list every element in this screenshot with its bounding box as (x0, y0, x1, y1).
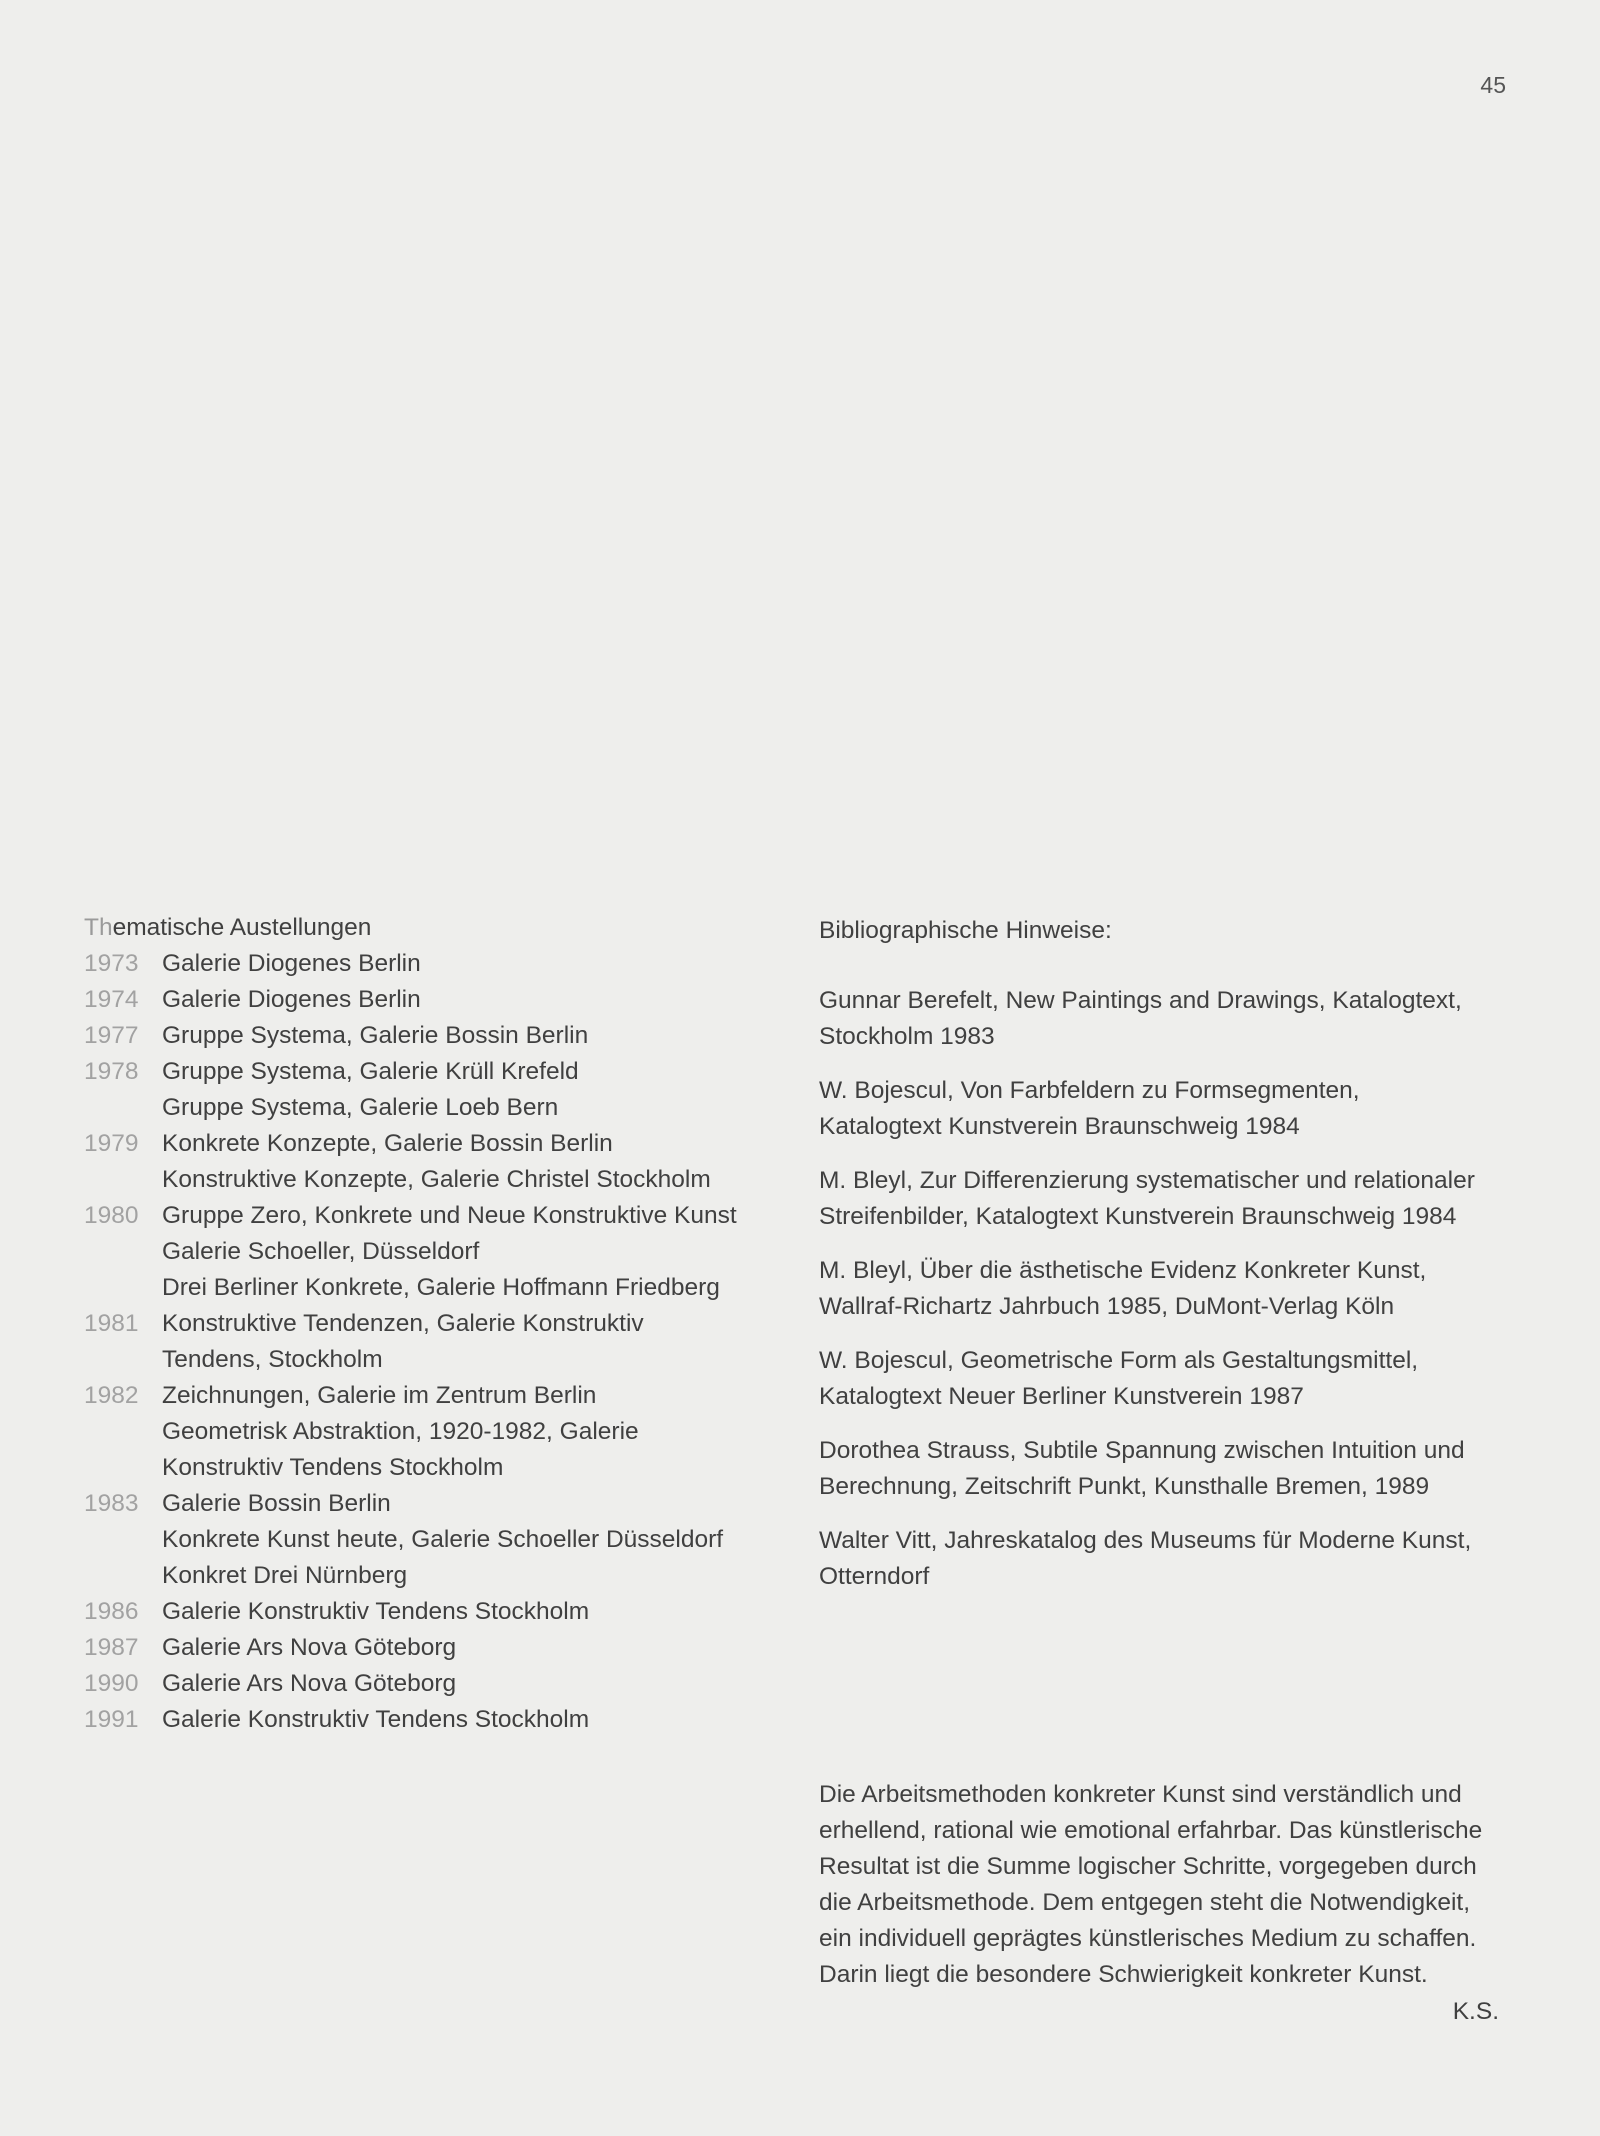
exhibition-row (84, 1162, 784, 1198)
exhibition-text: Galerie Ars Nova Göteborg (162, 1634, 457, 1661)
bibliography-line: Katalogtext Neuer Berliner Kunstverein 1987 (819, 1383, 1304, 1410)
exhibition-text: Galerie Diogenes Berlin (162, 986, 421, 1013)
closing-line: die Arbeitsmethode. Dem entgegen steht die Notwendigkeit, (819, 1889, 1471, 1916)
bibliography-entry (819, 1523, 1519, 1595)
exhibition-year: 1987 (84, 1634, 139, 1661)
bibliography-line: Wallraf-Richartz Jahrbuch 1985, DuMont-Verlag Köln (819, 1293, 1395, 1320)
bibliography-entry (819, 1163, 1519, 1235)
exhibition-year: 1973 (84, 950, 139, 977)
bibliography-entry (819, 1073, 1519, 1145)
exhibition-row (84, 1522, 784, 1558)
exhibition-year (84, 1270, 162, 1306)
bibliography-heading: Bibliographische Hinweise: (819, 917, 1112, 944)
exhibition-text: Konstruktive Konzepte, Galerie Christel Stockholm (162, 1166, 711, 1193)
bibliography-line: W. Bojescul, Geometrische Form als Gestaltungsmittel, (819, 1347, 1419, 1374)
bibliography-line: W. Bojescul, Von Farbfeldern zu Formsegmenten, (819, 1077, 1360, 1104)
bibliography-entry (819, 983, 1519, 1055)
exhibition-row (84, 1126, 784, 1162)
exhibition-year: 1979 (84, 1130, 139, 1157)
exhibition-text: Tendens, Stockholm (162, 1346, 383, 1373)
exhibition-text: Galerie Diogenes Berlin (162, 950, 421, 977)
bibliography-line: Dorothea Strauss, Subtile Spannung zwischen Intuition und (819, 1437, 1465, 1464)
exhibition-text: Gruppe Systema, Galerie Krüll Krefeld (162, 1058, 579, 1085)
exhibition-text: Konkret Drei Nürnberg (162, 1562, 408, 1589)
exhibition-row (84, 1702, 784, 1738)
exhibition-year: 1974 (84, 986, 139, 1013)
bibliography-line: Streifenbilder, Katalogtext Kunstverein Braunschweig 1984 (819, 1203, 1457, 1230)
exhibitions-heading-faded: Th (84, 914, 113, 941)
exhibition-year: 1981 (84, 1310, 139, 1337)
exhibition-text: Konkrete Konzepte, Galerie Bossin Berlin (162, 1130, 613, 1157)
exhibition-row (84, 1054, 784, 1090)
exhibition-row (84, 1342, 784, 1378)
closing-line: erhellend, rational wie emotional erfahrbar. Das künstlerische (819, 1817, 1483, 1844)
exhibition-year: 1986 (84, 1598, 139, 1625)
closing-text (819, 1777, 1519, 1993)
bibliography-line: Gunnar Berefelt, New Paintings and Drawings, Katalogtext, (819, 987, 1462, 1014)
closing-paragraph (819, 1777, 1519, 2030)
exhibition-list (84, 946, 784, 1738)
exhibition-row (84, 1198, 784, 1234)
bibliography-line: Otterndorf (819, 1563, 930, 1590)
exhibition-year (84, 1558, 162, 1594)
bibliography-entry (819, 1343, 1519, 1415)
exhibition-year: 1990 (84, 1670, 139, 1697)
bibliography-line: Stockholm 1983 (819, 1023, 995, 1050)
exhibition-text: Galerie Ars Nova Göteborg (162, 1670, 457, 1697)
exhibition-text: Galerie Konstruktiv Tendens Stockholm (162, 1706, 590, 1733)
exhibition-text: Konstruktive Tendenzen, Galerie Konstruktiv (162, 1310, 644, 1337)
bibliography-line: Berechnung, Zeitschrift Punkt, Kunsthalle Bremen, 1989 (819, 1473, 1430, 1500)
bibliography-line: M. Bleyl, Über die ästhetische Evidenz Konkreter Kunst, (819, 1257, 1427, 1284)
exhibition-text: Gruppe Systema, Galerie Loeb Bern (162, 1094, 559, 1121)
exhibitions-heading-text: ematische Austellungen (112, 914, 372, 941)
exhibition-row (84, 1630, 784, 1666)
exhibition-year (84, 1234, 162, 1270)
exhibition-year (84, 1450, 162, 1486)
exhibition-text: Geometrisk Abstraktion, 1920-1982, Galerie (162, 1418, 639, 1445)
exhibition-year (84, 1090, 162, 1126)
exhibition-row (84, 1414, 784, 1450)
bibliography-list (819, 983, 1519, 1595)
exhibition-year: 1982 (84, 1382, 139, 1409)
exhibition-year: 1991 (84, 1706, 139, 1733)
closing-line: Darin liegt die besondere Schwierigkeit konkreter Kunst. (819, 1961, 1428, 1988)
exhibition-text: Gruppe Systema, Galerie Bossin Berlin (162, 1022, 589, 1049)
bibliography-line: M. Bleyl, Zur Differenzierung systematischer und relationaler (819, 1167, 1475, 1194)
exhibition-row (84, 1558, 784, 1594)
exhibition-year (84, 1414, 162, 1450)
exhibition-year (84, 1342, 162, 1378)
exhibitions-section (84, 910, 784, 1738)
exhibition-row (84, 946, 784, 982)
exhibition-year (84, 1522, 162, 1558)
exhibition-year: 1983 (84, 1490, 139, 1517)
exhibition-year: 1980 (84, 1202, 139, 1229)
exhibitions-heading (84, 910, 784, 946)
exhibition-row (84, 1018, 784, 1054)
exhibition-row (84, 1594, 784, 1630)
exhibition-text: Konstruktiv Tendens Stockholm (162, 1454, 504, 1481)
bibliography-line: Walter Vitt, Jahreskatalog des Museums für Moderne Kunst, (819, 1527, 1472, 1554)
exhibition-text: Konkrete Kunst heute, Galerie Schoeller Düsseldorf (162, 1526, 724, 1553)
closing-line: ein individuell geprägtes künstlerisches Medium zu schaffen. (819, 1925, 1477, 1952)
exhibition-row (84, 1306, 784, 1342)
exhibition-year (84, 1162, 162, 1198)
exhibition-row (84, 1450, 784, 1486)
bibliography-line: Katalogtext Kunstverein Braunschweig 1984 (819, 1113, 1300, 1140)
exhibition-text: Gruppe Zero, Konkrete und Neue Konstruktive Kunst (162, 1202, 737, 1229)
exhibition-row (84, 1270, 784, 1306)
closing-line: Resultat ist die Summe logischer Schritte, vorgegeben durch (819, 1853, 1477, 1880)
closing-line: Die Arbeitsmethoden konkreter Kunst sind verständlich und (819, 1781, 1462, 1808)
exhibition-row (84, 1090, 784, 1126)
bibliography-entry (819, 1433, 1519, 1505)
exhibition-row (84, 1486, 784, 1522)
exhibition-row (84, 1378, 784, 1414)
signature: K.S. (1452, 1998, 1499, 2025)
bibliography-section (819, 913, 1519, 1613)
exhibition-text: Galerie Bossin Berlin (162, 1490, 391, 1517)
page-number: 45 (1480, 72, 1506, 98)
exhibition-row (84, 1234, 784, 1270)
exhibition-text: Zeichnungen, Galerie im Zentrum Berlin (162, 1382, 597, 1409)
exhibition-row (84, 982, 784, 1018)
exhibition-text: Drei Berliner Konkrete, Galerie Hoffmann Friedberg (162, 1274, 720, 1301)
exhibition-text: Galerie Konstruktiv Tendens Stockholm (162, 1598, 590, 1625)
exhibition-year: 1978 (84, 1058, 139, 1085)
bibliography-entry (819, 1253, 1519, 1325)
exhibition-text: Galerie Schoeller, Düsseldorf (162, 1238, 480, 1265)
exhibition-row (84, 1666, 784, 1702)
exhibition-year: 1977 (84, 1022, 139, 1049)
